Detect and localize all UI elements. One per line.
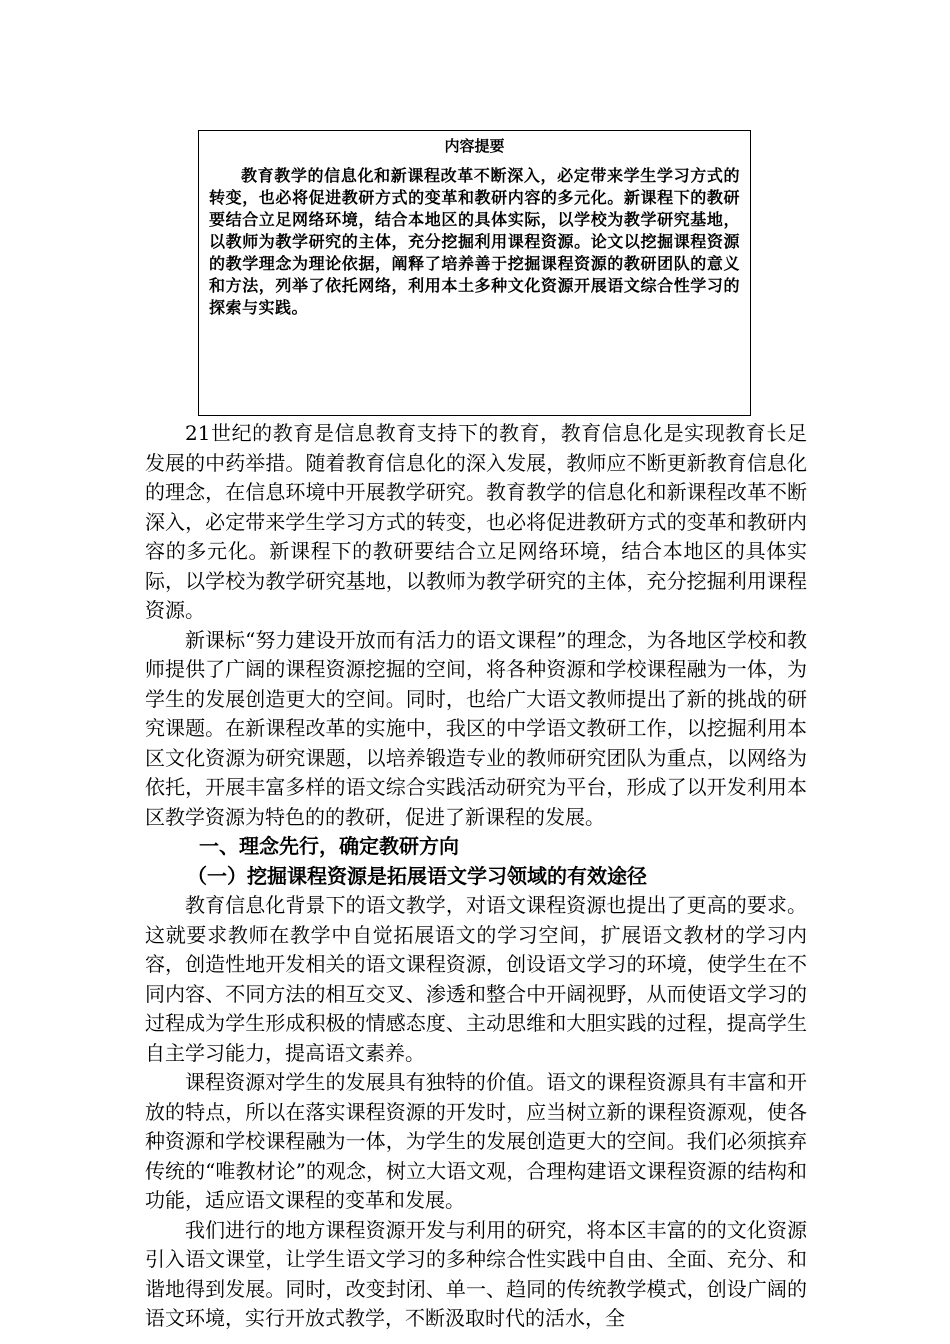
subsection-heading-1: （一）挖掘课程资源是拓展语文学习领域的有效途径 [187, 863, 647, 888]
abstract-box [198, 130, 751, 416]
paragraph-1: 21世纪的教育是信息教育支持下的教育，教育信息化是实现教育长足发展的中药举措。随着教育信息化的深入发展，教师应不断更新教育信息化的理念，在信息环境中开展教学研究。教育教学的信息化和新课程改革不断深入，必定带来学生学习方式的转变，也必将促进教研方式的变革和教研内容的多元化。新课程下的教研要结合立足网络环境，结合本地区的具体实际，以学校为教学研究基地，以教师为教学研究的主体，充分挖掘利用课程资源。 [145, 421, 807, 622]
paragraph-2: 新课标“努力建设开放而有活力的语文课程”的理念，为各地区学校和教师提供了广阔的课程资源挖掘的空间，将各种资源和学校课程融为一体，为学生的发展创造更大的空间。同时，也给广大语文教师提出了新的挑战的研究课题。在新课程改革的实施中，我区的中学语文教研工作，以挖掘利用本区文化资源为研究课题，以培养锻造专业的教师研究团队为重点，以网络为依托，开展丰富多样的语文综合实践活动研究为平台，形成了以开发利用本区教学资源为特色的的教研，促进了新课程的发展。 [145, 627, 807, 829]
document-body [145, 419, 807, 1334]
section-heading-1: 一、理念先行，确定教研方向 [199, 834, 459, 858]
paragraph-5: 我们进行的地方课程资源开发与利用的研究，将本区丰富的的文化资源引入语文课堂，让学生语文学习的多种综合性实践中自由、全面、充分、和谐地得到发展。同时，改变封闭、单一、趋同的传统教学模式，创设广阔的语文环境，实行开放式教学，不断汲取时代的活水，全 [145, 1217, 807, 1330]
paragraph-3: 教育信息化背景下的语文教学，对语文课程资源也提出了更高的要求。这就要求教师在教学中自觉拓展语文的学习空间，扩展语文教材的学习内容，创造性地开发相关的语文课程资源，创设语文学习的环境，使学生在不同内容、不同方法的相互交叉、渗透和整合中开阔视野，从而使语文学习的过程成为学生形成积极的情感态度、主动思维和大胆实践的过程，提高学生自主学习能力，提高语文素养。 [145, 893, 807, 1065]
abstract-title: 内容提要 [444, 137, 505, 155]
paragraph-4: 课程资源对学生的发展具有独特的价值。语文的课程资源具有丰富和开放的特点，所以在落实课程资源的开发时，应当树立新的课程资源观，使各种资源和学校课程融为一体，为学生的发展创造更大的空间。我们必须摈弃传统的“唯教材论”的观念，树立大语文观，合理构建语文课程资源的结构和功能，适应语文课程的变革和发展。 [145, 1070, 807, 1212]
abstract-text: 教育教学的信息化和新课程改革不断深入，必定带来学生学习方式的转变，也必将促进教研方式的变革和教研内容的多元化。新课程下的教研要结合立足网络环境，结合本地区的具体实际，以学校为教学研究基地，以教师为教学研究的主体，充分挖掘利用课程资源。论文以挖掘课程资源的教学理念为理论依据，阐释了培养善于挖掘课程资源的教研团队的意义和方法，列举了依托网络，利用本土多种文化资源开展语文综合性学习的探索与实践。 [209, 166, 740, 317]
